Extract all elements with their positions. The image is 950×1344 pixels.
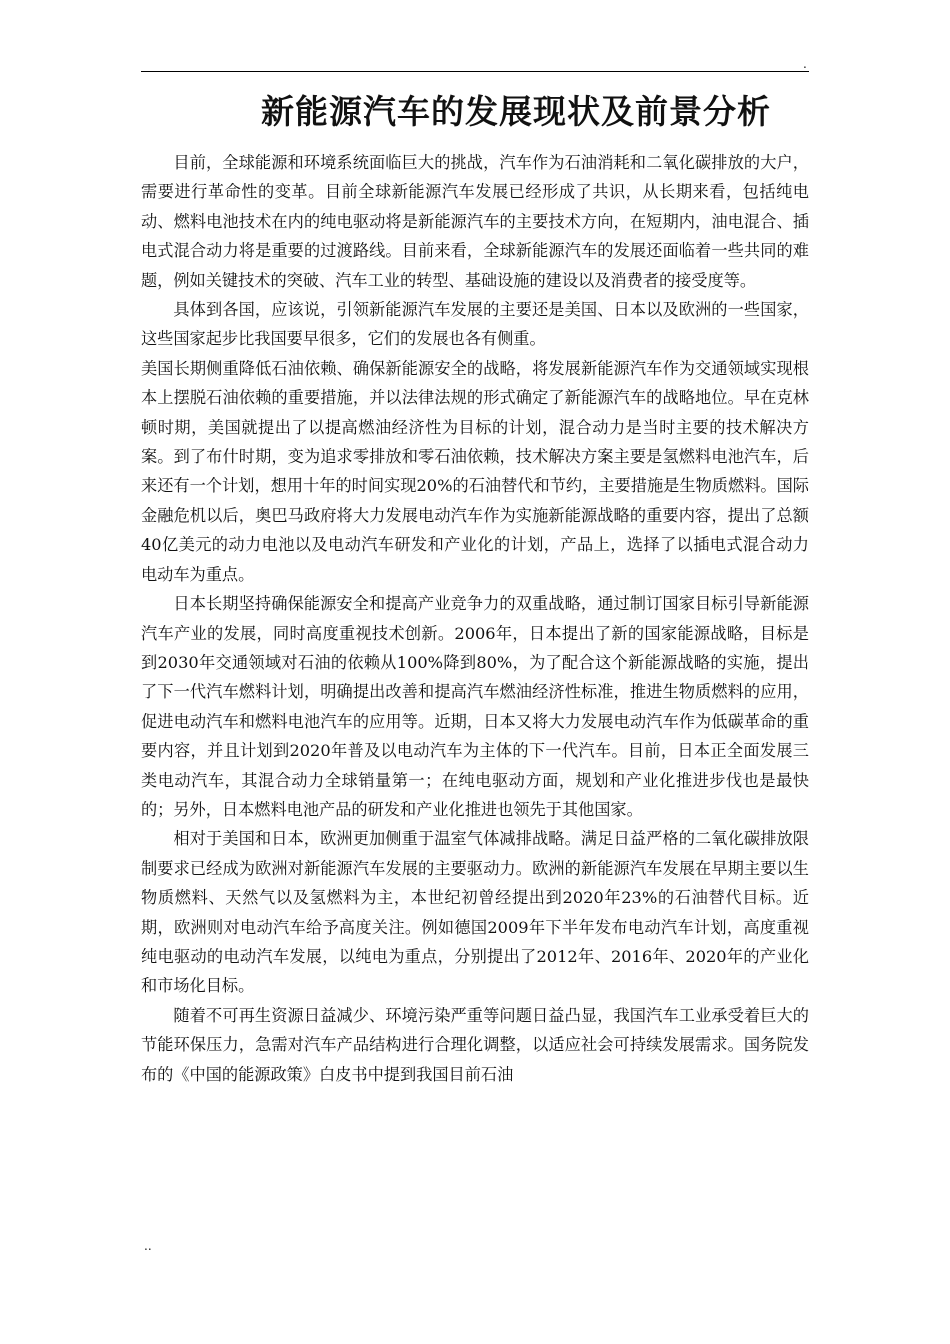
paragraph-intro: 目前，全球能源和环境系统面临巨大的挑战，汽车作为石油消耗和二氧化碳排放的大户，需要进行革命性的变革。目前全球新能源汽车发展已经形成了共识，从长期来看，包括纯电动、燃料电池技术在内的纯电驱动将是新能源汽车的主要技术方向，在短期内，油电混合、插电式混合动力将是重要的过渡路线。目前来看，全球新能源汽车的发展还面临着一些共同的难题，例如关键技术的突破、汽车工业的转型、基础设施的建设以及消费者的接受度等。	[141, 153, 809, 290]
paragraph-japan: 日本长期坚持确保能源安全和提高产业竞争力的双重战略，通过制订国家目标引导新能源汽车产业的发展，同时高度重视技术创新。2006年，日本提出了新的国家能源战略，目标是到2030年交通领域对石油的依赖从100%降到80%，为了配合这个新能源战略的实施，提出了下一代汽车燃料计划，明确提出改善和提高汽车燃油经济性标准，推进生物质燃料的应用，促进电动汽车和燃料电池汽车的应用等。近期，日本又将大力发展电动汽车作为低碳革命的重要内容，并且计划到2020年普及以电动汽车为主体的下一代汽车。目前，日本正全面发展三类电动汽车，其混合动力全球销量第一；在纯电驱动方面，规划和产业化推进步伐也是最快的；另外，日本燃料电池产品的研发和产业化推进也领先于其他国家。	[141, 594, 809, 819]
header-mark: .	[803, 57, 807, 71]
page-title: 新能源汽车的发展现状及前景分析	[261, 92, 771, 131]
document-body	[141, 148, 809, 1089]
paragraph-china: 随着不可再生资源日益减少、环境污染严重等问题日益凸显，我国汽车工业承受着巨大的节能环保压力，急需对汽车产品结构进行合理化调整，以适应社会可持续发展需求。国务院发布的《中国的能源政策》白皮书中提到我国目前石油	[141, 1005, 809, 1084]
footer-mark: ..	[144, 1239, 152, 1253]
paragraph-countries: 具体到各国，应该说，引领新能源汽车发展的主要还是美国、日本以及欧洲的一些国家，这些国家起步比我国要早很多，它们的发展也各有侧重。	[141, 300, 809, 349]
paragraph-usa: 美国长期侧重降低石油依赖、确保新能源安全的战略，将发展新能源汽车作为交通领域实现根本上摆脱石油依赖的重要措施，并以法律法规的形式确定了新能源汽车的战略地位。早在克林顿时期，美国就提出了以提高燃油经济性为目标的计划，混合动力是当时主要的技术解决方案。到了布什时期，变为追求零排放和零石油依赖，技术解决方案主要是氢燃料电池汽车，后来还有一个计划，想用十年的时间实现20%的石油替代和节约，主要措施是生物质燃料。国际金融危机以后，奥巴马政府将大力发展电动汽车作为实施新能源战略的重要内容，提出了总额40亿美元的动力电池以及电动汽车研发和产业化的计划，产品上，选择了以插电式混合动力电动车为重点。	[141, 358, 809, 584]
paragraph-europe: 相对于美国和日本，欧洲更加侧重于温室气体减排战略。满足日益严格的二氧化碳排放限制要求已经成为欧洲对新能源汽车发展的主要驱动力。欧洲的新能源汽车发展在早期主要以生物质燃料、天然气以及氢燃料为主，本世纪初曾经提出到2020年23%的石油替代目标。近期，欧洲则对电动汽车给予高度关注。例如德国2009年下半年发布电动汽车计划，高度重视纯电驱动的电动汽车发展，以纯电为重点，分别提出了2012年、2016年、2020年的产业化和市场化目标。	[141, 829, 809, 996]
header-rule	[141, 71, 809, 72]
